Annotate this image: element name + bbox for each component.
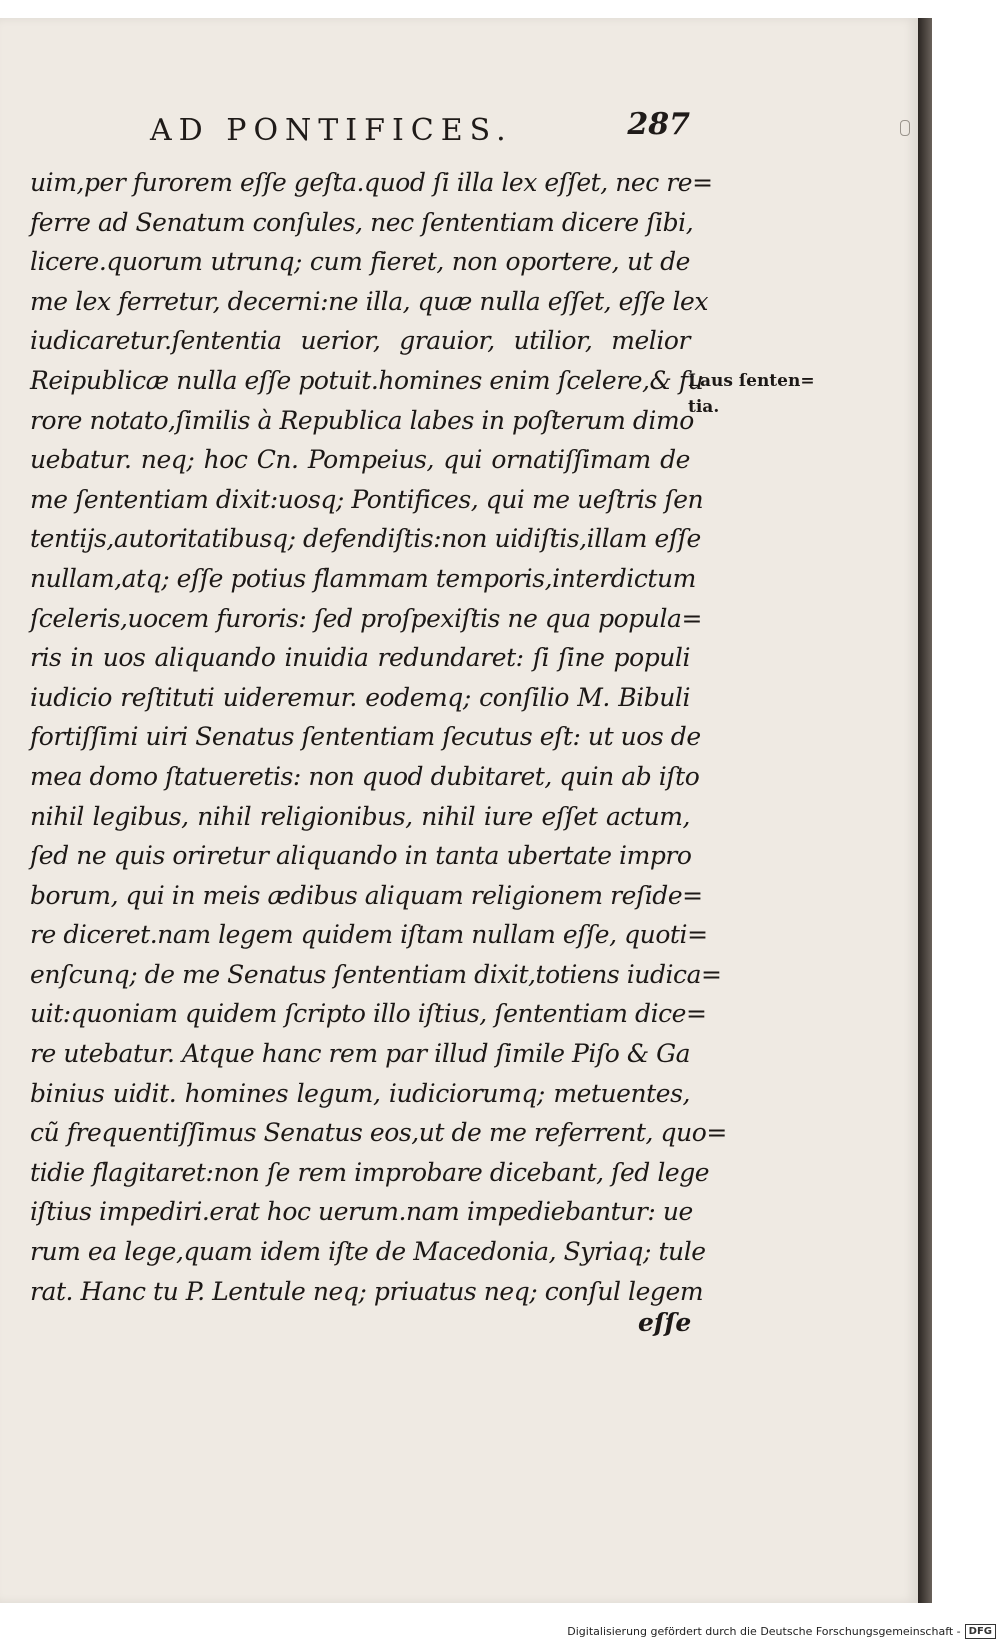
text-line: ferre ad Senatum conſules, nec ſententiam dicere ſibi, bbox=[30, 207, 694, 237]
text-line: cũ frequentiſſimus Senatus eos,ut de me referrent, quo= bbox=[30, 1118, 727, 1148]
text-line: enſcunq; de me Senatus ſententiam dixit,totiens iudica= bbox=[30, 959, 722, 989]
text-line: ſed ne quis oriretur aliquando in tanta ubertate impro bbox=[30, 841, 692, 871]
text-line: borum, qui in meis ædibus aliquam religionem reſide= bbox=[30, 880, 703, 910]
text-line: rum ea lege,quam idem iſte de Macedonia, Syriaq; tule bbox=[30, 1237, 706, 1267]
page-edge-shadow bbox=[918, 18, 932, 1603]
text-line: iudicaretur.ſententia uerior, grauior, utilior, melior bbox=[30, 326, 690, 356]
text-line: iſtius impediri.erat hoc uerum.nam impediebantur: ue bbox=[30, 1197, 693, 1227]
text-line: rore notato,ſimilis à Republica labes in poſterum dimo bbox=[30, 405, 694, 435]
page-blemish bbox=[900, 120, 910, 136]
text-line: re utebatur. Atque hanc rem par illud ſimile Piſo & Ga bbox=[30, 1039, 691, 1069]
text-line: uim,per furorem eſſe geſta.quod ſi illa lex eſſet, nec re= bbox=[30, 168, 713, 197]
text-line: ſceleris,uocem furoris: ſed proſpexiſtis ne qua popula= bbox=[30, 603, 702, 633]
text-line: nullam,atq; eſſe potius flammam temporis,interdictum bbox=[30, 563, 696, 593]
marginal-note-line: Laus ſenten= bbox=[688, 371, 815, 391]
running-head: AD PONTIFICES. bbox=[150, 113, 513, 148]
catchword: eſſe bbox=[638, 1308, 692, 1337]
text-line: Reipublicæ nulla eſſe potuit.homines enim ſcelere,& fu bbox=[30, 365, 704, 395]
text-line: iudicio reſtituti uideremur. eodemq; conſilio M. Bibuli bbox=[30, 682, 690, 712]
text-line: fortiſſimi uiri Senatus ſententiam ſecutus eſt: ut uos de bbox=[30, 722, 701, 752]
text-line: uebatur. neq; hoc Cn. Pompeius, qui ornatiſſimam de bbox=[30, 445, 690, 475]
page-header bbox=[150, 107, 690, 163]
text-line: me lex ferretur, decerni:ne illa, quæ nulla eſſet, eſſe lex bbox=[30, 286, 708, 316]
footer-credit bbox=[567, 1624, 996, 1639]
dfg-logo: DFG bbox=[965, 1624, 996, 1639]
text-line: tentijs,autoritatibusq; defendiſtis:non uidiſtis,illam eſſe bbox=[30, 524, 701, 554]
text-line: nihil legibus, nihil religionibus, nihil iure eſſet actum, bbox=[30, 801, 690, 831]
page-number: 287 bbox=[627, 107, 690, 142]
text-line: tidie flagitaret:non ſe rem improbare dicebant, ſed lege bbox=[30, 1157, 710, 1187]
text-line: binius uidit. homines legum, iudiciorumq; metuentes, bbox=[30, 1078, 690, 1108]
text-line: mea domo ſtatueretis: non quod dubitaret, quin ab iſto bbox=[30, 761, 700, 791]
text-line: re diceret.nam legem quidem iſtam nullam eſſe, quoti= bbox=[30, 920, 708, 950]
text-line: licere.quorum utrunq; cum fieret, non oportere, ut de bbox=[30, 247, 690, 277]
body-text bbox=[30, 163, 727, 1311]
text-line: me ſententiam dixit:uosq; Pontifices, qui me ueſtris ſen bbox=[30, 484, 704, 514]
footer-credit-text: Digitalisierung gefördert durch die Deutsche Forschungsgemeinschaft - bbox=[567, 1625, 961, 1638]
marginal-note-line: tia. bbox=[688, 397, 720, 417]
scan-margin bbox=[932, 0, 1000, 1643]
marginal-note bbox=[688, 368, 828, 420]
text-line: rat. Hanc tu P. Lentule neq; priuatus neq; conſul legem bbox=[30, 1276, 704, 1306]
text-line: ris in uos aliquando inuidia redundaret: ſi ſine populi bbox=[30, 643, 690, 673]
text-line: uit:quoniam quidem ſcripto illo iſtius, ſententiam dice= bbox=[30, 999, 707, 1029]
book-page bbox=[0, 18, 918, 1603]
